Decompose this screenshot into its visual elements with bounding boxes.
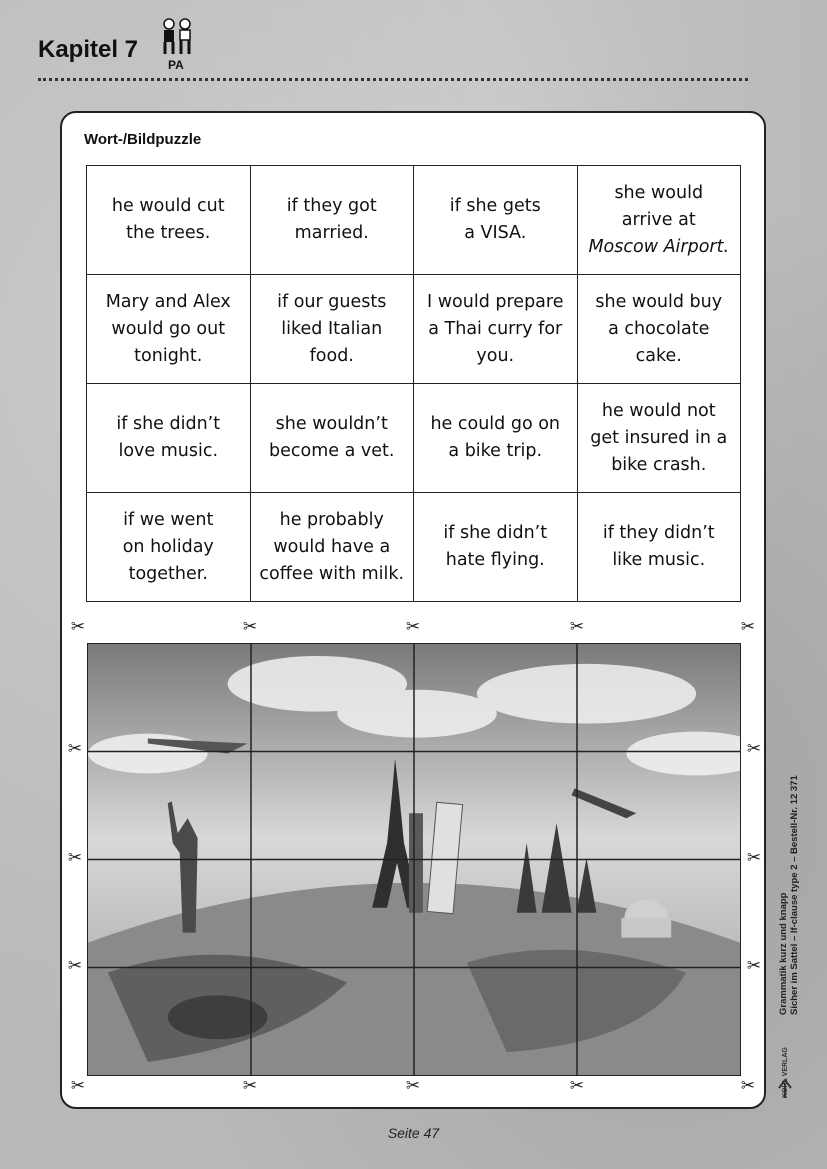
word-card: [577, 166, 741, 275]
word-card-line: she would: [614, 182, 704, 203]
word-card-line: Mary and Alex: [105, 291, 231, 312]
word-card-italic-line: Moscow Airport.: [588, 236, 730, 257]
word-card: [414, 166, 578, 275]
word-card: [577, 493, 741, 602]
scissors-icon: ✂: [67, 848, 83, 868]
publisher-name: KOHL VERLAG: [782, 1047, 789, 1098]
word-card-row: [87, 166, 741, 275]
word-card: [250, 166, 414, 275]
word-card-line: tonight.: [134, 345, 203, 366]
word-card-line: love music.: [118, 441, 219, 461]
word-card-line: a bike trip.: [448, 441, 543, 461]
scissors-icon: ✂: [405, 617, 421, 637]
picture-puzzle: [87, 643, 741, 1076]
word-card-line: if they got: [286, 196, 377, 216]
word-card-line: married.: [294, 223, 369, 243]
word-card-line: a chocolate: [608, 318, 710, 339]
series-title: Grammatik kurz und knapp: [778, 892, 789, 1015]
word-card-line: hate flying.: [445, 550, 545, 570]
word-card-line: a Thai curry for: [428, 318, 563, 339]
word-card: [87, 384, 251, 493]
word-card-line: liked Italian: [281, 318, 383, 339]
header-divider: [38, 78, 748, 81]
word-card-line: he would not: [601, 400, 716, 421]
page-number: Seite 47: [387, 1125, 440, 1141]
big-ben-shape: [409, 813, 423, 913]
word-card: [414, 275, 578, 384]
word-card-line: would have a: [273, 536, 391, 557]
word-card: [250, 493, 414, 602]
scissors-icon: ✂: [67, 956, 83, 976]
scissors-icon: ✂: [405, 1076, 421, 1096]
scissors-icon: ✂: [242, 1076, 258, 1096]
word-card-line: if we went: [123, 509, 214, 530]
scissors-icon: ✂: [746, 956, 762, 976]
word-card: [87, 166, 251, 275]
word-card-line: bike crash.: [611, 454, 707, 475]
word-card-line: on holiday: [122, 536, 214, 557]
publication-info: [778, 775, 800, 1015]
word-card-line: if our guests: [277, 291, 387, 312]
word-card: [87, 493, 251, 602]
word-card-line: she would buy: [595, 291, 723, 312]
word-card-line: he probably: [279, 509, 384, 530]
word-card-line: if she didn’t: [116, 414, 221, 434]
scissors-icon: ✂: [242, 617, 258, 637]
word-card-grid: [86, 165, 741, 602]
word-card-line: I would prepare: [427, 291, 564, 312]
word-card-line: he would cut: [111, 196, 225, 216]
word-card-line: cake.: [635, 345, 682, 366]
word-card-line: she wouldn’t: [275, 414, 388, 434]
word-card-line: would go out: [111, 318, 226, 339]
word-card-row: [87, 493, 741, 602]
word-card-line: if she gets: [449, 196, 541, 216]
pair-work-badge: PA: [168, 58, 184, 72]
word-card-line: if they didn’t: [602, 523, 715, 543]
word-card-row: [87, 275, 741, 384]
puzzle-heading: Wort-/Bildpuzzle: [84, 131, 202, 148]
word-card: [414, 384, 578, 493]
scissors-icon: ✂: [67, 739, 83, 759]
word-card-line: become a vet.: [269, 441, 395, 461]
scissors-icon: ✂: [746, 848, 762, 868]
scissors-icon: ✂: [569, 1076, 585, 1096]
chapter-title: Kapitel 7: [38, 36, 139, 63]
word-card: [250, 384, 414, 493]
word-card-line: coffee with milk.: [259, 563, 405, 584]
scissors-icon: ✂: [70, 1076, 86, 1096]
word-card-line: get insured in a: [590, 427, 728, 448]
order-info: Sicher im Sattel – If-clause type 2 – Bestell-Nr. 12 371: [789, 775, 800, 1015]
word-card-line: like music.: [612, 550, 706, 570]
word-card-line: together.: [128, 563, 208, 584]
word-card: [250, 275, 414, 384]
word-card: [577, 275, 741, 384]
word-card-line: food.: [309, 345, 354, 366]
word-card-line: a VISA.: [464, 223, 527, 243]
pair-work-icon: [158, 18, 196, 56]
word-card: [414, 493, 578, 602]
scissors-icon: ✂: [740, 617, 756, 637]
word-card: [577, 384, 741, 493]
scissors-icon: ✂: [746, 739, 762, 759]
word-card: [87, 275, 251, 384]
scissors-icon: ✂: [569, 617, 585, 637]
word-card-line: the trees.: [126, 223, 211, 243]
scissors-icon: ✂: [70, 617, 86, 637]
word-card-line: if she didn’t: [443, 523, 548, 543]
word-card-line: arrive at: [621, 209, 696, 230]
word-card-line: he could go on: [430, 414, 561, 434]
scissors-icon: ✂: [740, 1076, 756, 1096]
word-card-line: you.: [476, 345, 515, 366]
word-card-row: [87, 384, 741, 493]
